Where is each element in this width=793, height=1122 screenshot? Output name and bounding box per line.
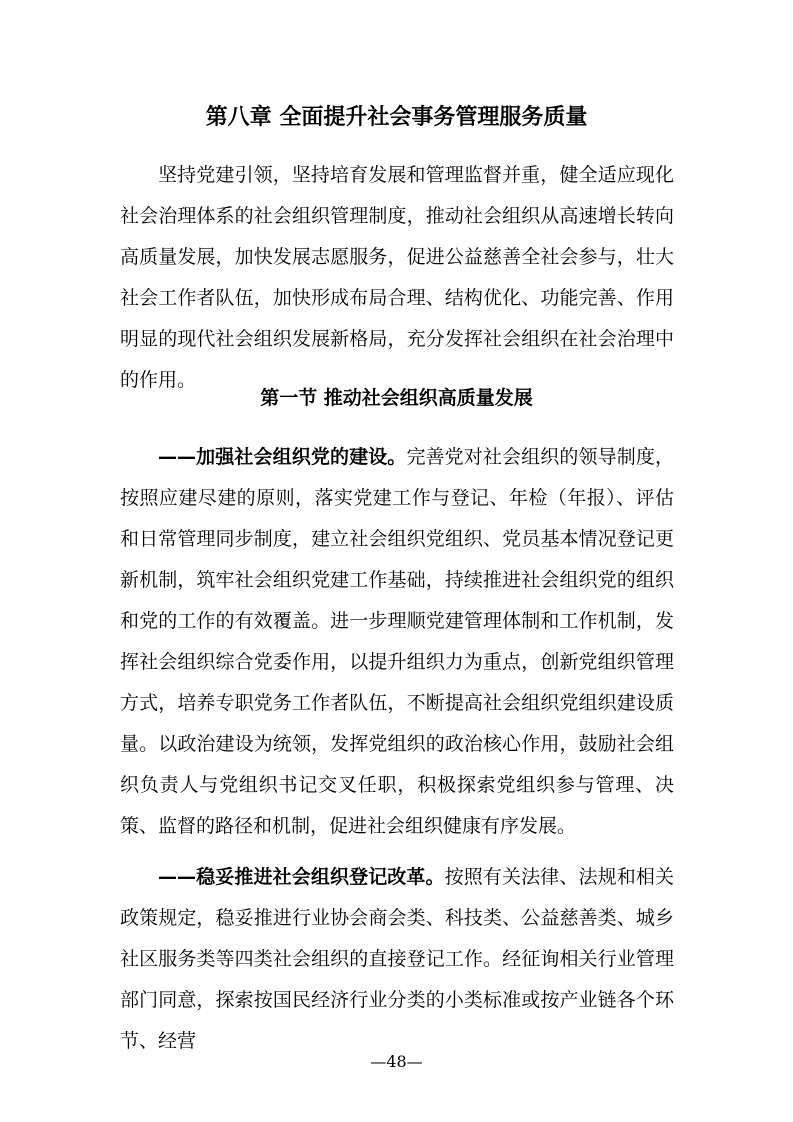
chapter-title: 第八章 全面提升社会事务管理服务质量 xyxy=(205,105,588,130)
paragraph-body: 按照有关法律、法规和相关政策规定，稳妥推进行业协会商会类、科技类、公益慈善类、城乡社区服务类等四类社会组织的直接登记工作。经征询相关行业管理部门同意，探索按国民经济行业分类的小类标准或按产业链各个环节、经营 xyxy=(120,866,674,1052)
paragraph-party-building xyxy=(120,437,674,847)
section-title: 第一节 推动社会组织高质量发展 xyxy=(260,387,533,409)
intro-paragraph: 坚持党建引领，坚持培育发展和管理监督并重，健全适应现化社会治理体系的社会组织管理制度，推动社会组织从高速增长转向高质量发展，加快发展志愿服务，促进公益慈善全社会参与，壮大社会工作者队伍，加快形成布局合理、结构优化、功能完善、作用明显的现代社会组织发展新格局，充分发挥社会组织在社会治理中的作用。 xyxy=(120,164,674,391)
paragraph-registration-reform xyxy=(120,857,674,1062)
paragraph-lead-heading: ——加强社会组织党的建设。 xyxy=(158,446,407,468)
paragraph-lead-heading: ——稳妥推进社会组织登记改革。 xyxy=(158,866,445,888)
page-number: —48— xyxy=(370,1052,423,1071)
paragraph-body: 完善党对社会组织的领导制度，按照应建尽建的原则，落实党建工作与登记、年检（年报）、评估和日常管理同步制度，建立社会组织党组织、党员基本情况登记更新机制，筑牢社会组织党建工作基础，持续推进社会组织党的组织和党的工作的有效覆盖。进一步理顺党建管理体制和工作机制，发挥社会组织综合党委作用，以提升组织力为重点，创新党组织管理方式，培养专职党务工作者队伍，不断提高社会组织党组织建设质量。以政治建设为统领，发挥党组织的政治核心作用，鼓励社会组织负责人与党组织书记交叉任职，积极探索党组织参与管理、决策、监督的路径和机制，促进社会组织健康有序发展。 xyxy=(120,446,674,837)
